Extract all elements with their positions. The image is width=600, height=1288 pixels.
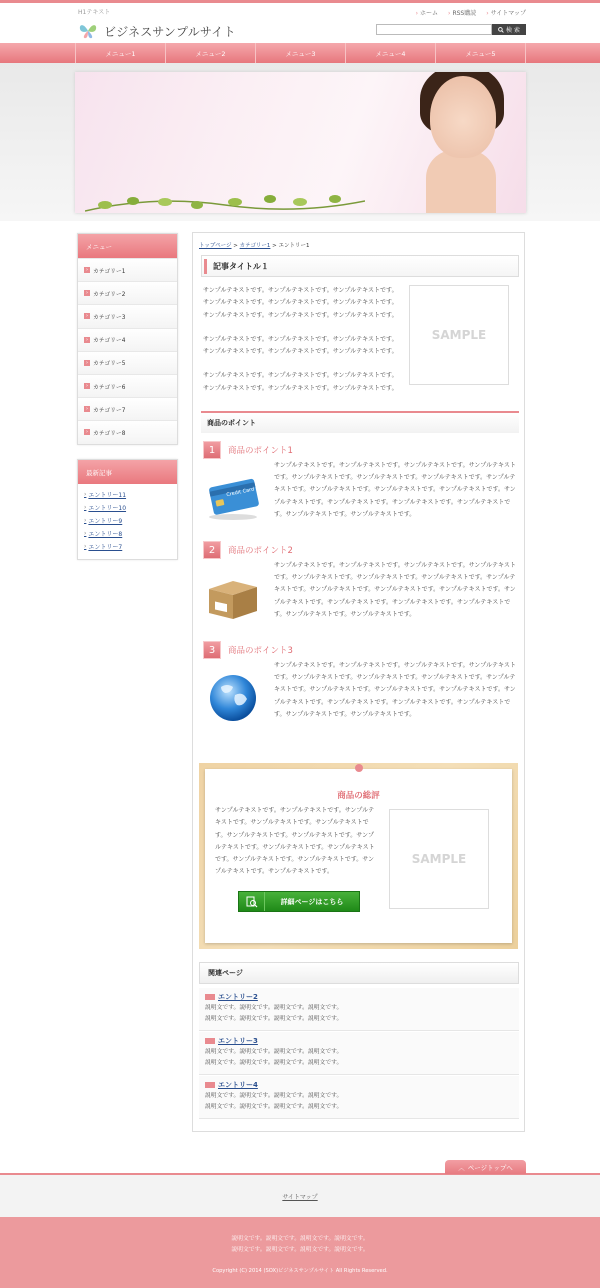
summary-sample-image: SAMPLE <box>389 809 489 909</box>
recent-entry-label: エントリー8 <box>88 531 123 538</box>
toplink-label: RSS購読 <box>452 10 477 17</box>
intro-paragraph: サンプルテキストです。サンプルテキストです。サンプルテキストです。サンプルテキストです。サンプルテキストです。サンプルテキストです。 <box>203 372 398 392</box>
footer-sitemap-link[interactable]: サイトマップ <box>282 1193 318 1201</box>
detail-page-button[interactable] <box>238 891 360 912</box>
arrow-icon: › <box>86 336 88 343</box>
recent-entry-label: エントリー9 <box>88 518 123 525</box>
point-text: サンプルテキストです。サンプルテキストです。サンプルテキストです。サンプルテキストです。サンプルテキストです。サンプルテキストです。サンプルテキストです。サンプルテキストです。サンプルテキストです。サンプルテキストです。サンプルテキストです。サンプルテキストです。サンプルテキストです。サンプルテキストです。サンプルテキストです。サンプルテキストです。サンプルテキストです。 <box>274 562 516 618</box>
magnifier-document-icon <box>239 892 265 911</box>
sidebar-item-category-4[interactable] <box>78 328 177 351</box>
recent-entry-label: エントリー11 <box>88 492 127 499</box>
arrow-icon <box>205 1038 215 1044</box>
chevron-up-icon: ︿ <box>458 1163 465 1172</box>
butterfly-logo-icon <box>78 21 98 41</box>
arrow-icon: › <box>84 517 87 524</box>
sidebar-menu <box>77 233 178 445</box>
globe-icon <box>203 671 263 723</box>
sidebar-item-category-3[interactable] <box>78 304 177 327</box>
arrow-icon: › <box>84 491 87 498</box>
sample-image: SAMPLE <box>409 285 509 385</box>
summary-paper <box>205 769 512 943</box>
sidebar-item-category-7[interactable] <box>78 397 177 420</box>
point-number: 2 <box>203 541 221 559</box>
related-item-link[interactable] <box>205 1036 513 1046</box>
related-heading: 関連ページ <box>199 962 519 984</box>
footer-nav <box>0 1175 600 1217</box>
sidebar-item-label: カテゴリー7 <box>93 407 126 414</box>
recent-entry-link[interactable] <box>84 527 171 540</box>
breadcrumb-category-link[interactable]: カテゴリー1 <box>239 243 271 249</box>
recent-entry-link[interactable] <box>84 501 171 514</box>
arrow-icon: › <box>84 530 87 537</box>
sidebar-item-label: カテゴリー1 <box>93 268 126 275</box>
recent-entry-label: エントリー10 <box>88 505 127 512</box>
leaf-vine-decoration <box>85 187 365 213</box>
pin-icon <box>355 764 363 772</box>
sidebar-item-label: カテゴリー3 <box>93 314 126 321</box>
gnav-item-1[interactable]: メニュー1 <box>76 43 166 63</box>
toplink-label: ホーム <box>420 10 439 17</box>
related-item-desc: 説明文です。説明文です。説明文です。説明文です。 <box>205 1060 343 1066</box>
arrow-icon: › <box>86 406 88 413</box>
arrow-icon: › <box>448 10 451 17</box>
arrow-icon: › <box>86 290 88 297</box>
detail-page-button-label: 詳細ページはこちら <box>280 897 344 906</box>
gnav-item-2[interactable]: メニュー2 <box>166 43 256 63</box>
search-icon <box>498 27 504 33</box>
intro-paragraph: サンプルテキストです。サンプルテキストです。サンプルテキストです。サンプルテキストです。サンプルテキストです。サンプルテキストです。 <box>203 335 398 356</box>
toplink-rss[interactable] <box>448 8 476 17</box>
intro-paragraph: サンプルテキストです。サンプルテキストです。サンプルテキストです。サンプルテキストです。サンプルテキストです。サンプルテキストです。サンプルテキストです。サンプルテキストです。サンプルテキストです。 <box>203 287 398 319</box>
search-button-label: 検 索 <box>506 27 520 34</box>
arrow-icon: › <box>86 383 88 390</box>
copyright: Copyright (C) 2014 (SOX)ビジネスサンプルサイト All Rights Reserved. <box>212 1268 388 1274</box>
toplink-label: サイトマップ <box>490 10 526 17</box>
article-title-box <box>201 255 519 277</box>
arrow-icon: › <box>84 504 87 511</box>
arrow-icon: › <box>486 10 489 17</box>
breadcrumb-separator: > <box>270 243 279 249</box>
box-icon <box>203 571 263 623</box>
arrow-icon: › <box>86 313 88 320</box>
breadcrumb-separator: > <box>231 243 240 249</box>
sidebar-item-category-1[interactable] <box>78 258 177 281</box>
arrow-icon <box>205 1082 215 1088</box>
toplink-home[interactable] <box>416 8 438 17</box>
breadcrumb-top-link[interactable]: トップページ <box>199 243 232 249</box>
site-logo[interactable] <box>78 21 236 41</box>
gnav-item-5[interactable]: メニュー5 <box>436 43 526 63</box>
h1-text: H1テキスト <box>78 9 111 16</box>
sidebar-item-label: カテゴリー4 <box>93 338 126 345</box>
site-header <box>0 3 600 43</box>
sidebar-item-category-2[interactable] <box>78 281 177 304</box>
related-item <box>199 1076 519 1119</box>
footer-desc: 説明文です。説明文です。説明文です。説明文です。 <box>231 1236 369 1242</box>
related-item-link[interactable] <box>205 992 513 1002</box>
toplink-sitemap[interactable] <box>486 8 526 17</box>
hero-woman-face <box>430 76 496 158</box>
arrow-icon: › <box>415 10 419 17</box>
related-item-title: エントリー2 <box>218 993 258 1001</box>
main-content <box>192 232 525 1132</box>
related-item-link[interactable] <box>205 1080 513 1090</box>
sidebar-item-category-5[interactable] <box>78 351 177 374</box>
breadcrumb-current: エントリー1 <box>278 243 310 249</box>
page-top-label: ページトップへ <box>467 1163 513 1172</box>
arrow-icon: › <box>86 429 88 436</box>
recent-entry-label: エントリー7 <box>88 544 123 551</box>
sidebar-item-category-6[interactable] <box>78 374 177 397</box>
top-links <box>416 8 526 17</box>
article-title: 記事タイトル１ <box>213 261 269 271</box>
points-heading: 商品のポイント <box>201 411 519 433</box>
related-item <box>199 988 519 1031</box>
recent-entry-link[interactable] <box>84 514 171 527</box>
point-number: 1 <box>203 441 221 459</box>
related-item-title: エントリー3 <box>218 1037 258 1045</box>
sidebar-recent-title: 最新記事 <box>78 460 177 484</box>
credit-card-text: Credit Card <box>225 486 255 499</box>
search-button[interactable] <box>492 24 526 35</box>
summary-title: 商品の総評 <box>337 791 380 801</box>
related-item <box>199 1032 519 1075</box>
arrow-icon: › <box>84 543 87 550</box>
related-item-desc: 説明文です。説明文です。説明文です。説明文です。 <box>205 1049 343 1055</box>
summary-box <box>199 763 518 949</box>
hero-image <box>75 72 526 213</box>
related-item-desc: 説明文です。説明文です。説明文です。説明文です。 <box>205 1005 343 1011</box>
recent-entry-link[interactable] <box>84 540 171 553</box>
gnav-item-4[interactable]: メニュー4 <box>346 43 436 63</box>
point-title: 商品のポイント3 <box>228 646 293 656</box>
related-item-desc: 説明文です。説明文です。説明文です。説明文です。 <box>205 1093 343 1099</box>
sidebar-item-label: カテゴリー6 <box>93 384 126 391</box>
sidebar-item-label: カテゴリー2 <box>93 291 126 298</box>
summary-text: サンプルテキストです。サンプルテキストです。サンプルテキストです。サンプルテキストです。サンプルテキストです。サンプルテキストです。サンプルテキストです。サンプルテキストです。サンプルテキストです。サンプルテキストです。サンプルテキストです。サンプルテキストです。サンプルテキストです。サンプルテキストです。 <box>215 807 375 876</box>
recent-entry-link[interactable] <box>84 488 171 501</box>
arrow-icon: › <box>86 267 88 274</box>
credit-card-icon <box>203 471 263 523</box>
sidebar-item-category-8[interactable] <box>78 420 177 443</box>
point-number: 3 <box>203 641 221 659</box>
page-top-button[interactable] <box>445 1160 526 1174</box>
article-intro <box>203 285 403 407</box>
site-footer <box>0 1217 600 1288</box>
related-item-desc: 説明文です。説明文です。説明文です。説明文です。 <box>205 1016 343 1022</box>
site-title: ビジネスサンプルサイト <box>104 24 236 39</box>
breadcrumb <box>199 241 310 249</box>
arrow-icon <box>205 994 215 1000</box>
search-input[interactable] <box>376 24 492 35</box>
global-nav <box>0 43 600 63</box>
point-text: サンプルテキストです。サンプルテキストです。サンプルテキストです。サンプルテキストです。サンプルテキストです。サンプルテキストです。サンプルテキストです。サンプルテキストです。サンプルテキストです。サンプルテキストです。サンプルテキストです。サンプルテキストです。サンプルテキストです。サンプルテキストです。サンプルテキストです。サンプルテキストです。サンプルテキストです。 <box>274 462 516 518</box>
sidebar-item-label: カテゴリー5 <box>93 361 126 368</box>
hero-woman-shoulders <box>426 150 496 213</box>
related-item-title: エントリー4 <box>218 1081 258 1089</box>
point-text: サンプルテキストです。サンプルテキストです。サンプルテキストです。サンプルテキストです。サンプルテキストです。サンプルテキストです。サンプルテキストです。サンプルテキストです。サンプルテキストです。サンプルテキストです。サンプルテキストです。サンプルテキストです。サンプルテキストです。サンプルテキストです。サンプルテキストです。サンプルテキストです。サンプルテキストです。 <box>274 662 516 718</box>
footer-desc: 説明文です。説明文です。説明文です。説明文です。 <box>231 1247 369 1253</box>
sidebar-item-label: カテゴリー8 <box>93 430 126 437</box>
arrow-icon: › <box>86 359 88 366</box>
title-accent-bar <box>204 259 207 274</box>
point-title: 商品のポイント1 <box>228 446 293 456</box>
point-title: 商品のポイント2 <box>228 546 293 556</box>
sidebar-menu-title: メニュー <box>78 234 177 258</box>
sidebar-recent <box>77 459 178 560</box>
search-form <box>376 24 526 35</box>
related-item-desc: 説明文です。説明文です。説明文です。説明文です。 <box>205 1104 343 1110</box>
gnav-item-3[interactable]: メニュー3 <box>256 43 346 63</box>
